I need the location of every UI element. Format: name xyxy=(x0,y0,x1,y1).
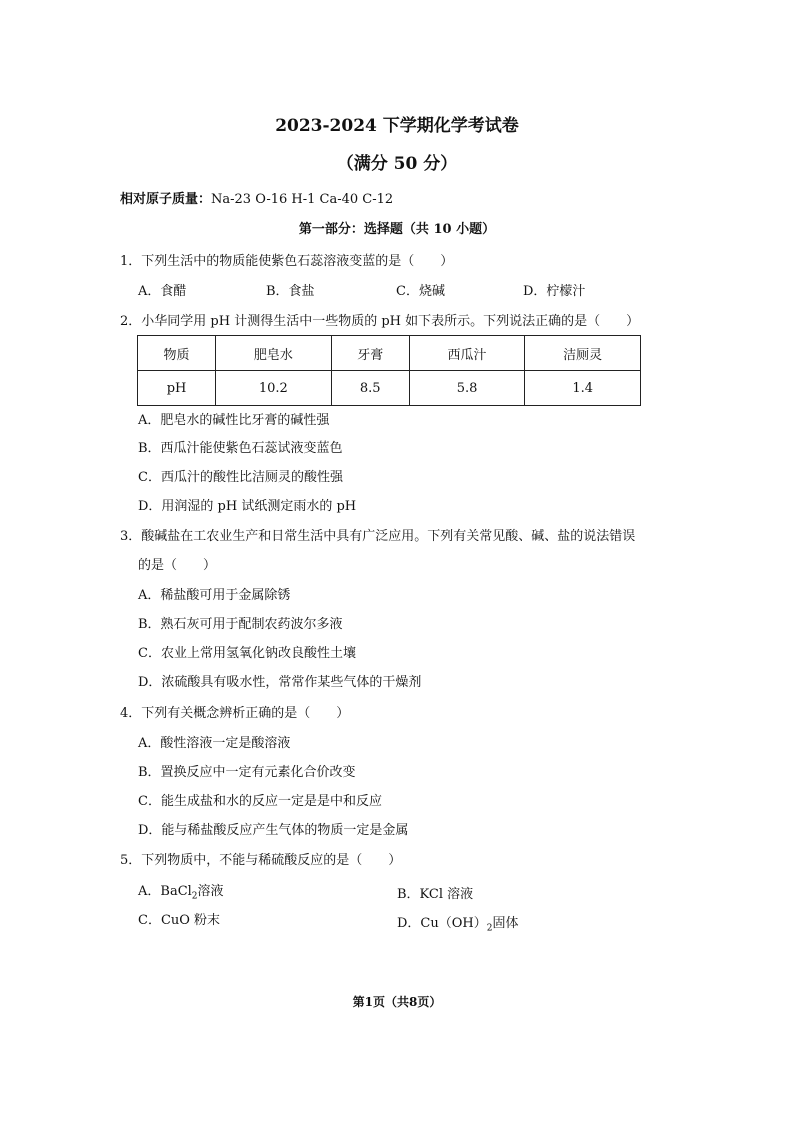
table-header-cell: 肥皂水 xyxy=(216,336,332,371)
question-5-option-a xyxy=(138,884,224,902)
atomic-masses-values: Na-23 O-16 H-1 Ca-40 C-12 xyxy=(211,192,394,207)
question-2-stem: 2．小华同学用 pH 计测得生活中一些物质的 pH 如下表所示。下列说法正确的是（ ） xyxy=(120,314,640,329)
question-3-option-a: A．稀盐酸可用于金属除锈 xyxy=(138,588,291,603)
question-3-stem-line2: 的是（ ） xyxy=(138,558,217,573)
question-3-option-b: B．熟石灰可用于配制农药波尔多液 xyxy=(138,617,343,632)
question-5-option-a-text: A．BaCl xyxy=(138,884,192,899)
table-cell: 1.4 xyxy=(525,371,641,406)
atomic-masses xyxy=(120,192,393,208)
table-cell: pH xyxy=(138,371,216,406)
question-3-option-c: C．农业上常用氢氧化钠改良酸性土壤 xyxy=(138,646,356,661)
question-1-option-c: C．烧碱 xyxy=(396,284,445,299)
question-5-option-d-text: D．Cu（OH） xyxy=(397,916,487,931)
table-cell: 10.2 xyxy=(216,371,332,406)
question-1-stem: 1．下列生活中的物质能使紫色石蕊溶液变蓝的是（ ） xyxy=(120,254,454,269)
question-5-option-b: B．KCl 溶液 xyxy=(397,887,474,902)
subscript: 2 xyxy=(486,923,493,934)
question-5-option-c: C．CuO 粉末 xyxy=(138,913,221,928)
table-header-cell: 西瓜汁 xyxy=(409,336,525,371)
question-4-option-a: A．酸性溶液一定是酸溶液 xyxy=(138,736,291,751)
table-row xyxy=(138,336,641,371)
subscript: 2 xyxy=(191,891,198,902)
exam-subtitle: （满分 50 分） xyxy=(336,154,458,174)
table-row xyxy=(138,371,641,406)
question-1-option-d: D．柠檬汁 xyxy=(523,284,586,299)
question-2-option-c: C．西瓜汁的酸性比洁厕灵的酸性强 xyxy=(138,470,343,485)
exam-title: 2023-2024 下学期化学考试卷 xyxy=(275,116,519,136)
question-1-option-a: A．食醋 xyxy=(138,284,187,299)
question-3-option-d: D．浓硫酸具有吸水性，常常作某些气体的干燥剂 xyxy=(138,675,422,690)
table-header-cell: 物质 xyxy=(138,336,216,371)
question-4-option-d: D．能与稀盐酸反应产生气体的物质一定是金属 xyxy=(138,823,409,838)
question-1-option-b: B．食盐 xyxy=(266,284,315,299)
question-2-option-b: B．西瓜汁能使紫色石蕊试液变蓝色 xyxy=(138,441,343,456)
question-4-option-c: C．能生成盐和水的反应一定是是中和反应 xyxy=(138,794,382,809)
table-header-cell: 洁厕灵 xyxy=(525,336,641,371)
page-number: 第1页（共8页） xyxy=(352,995,442,1009)
question-5-stem: 5．下列物质中，不能与稀硫酸反应的是（ ） xyxy=(120,853,402,868)
question-2-option-d: D．用润湿的 pH 试纸测定雨水的 pH xyxy=(138,499,357,514)
question-5-option-d-suffix: 固体 xyxy=(492,916,519,931)
question-2-option-a: A．肥皂水的碱性比牙膏的碱性强 xyxy=(138,413,330,428)
question-5-option-d xyxy=(397,916,519,934)
question-3-stem-line1: 3．酸碱盐在工农业生产和日常生活中具有广泛应用。下列有关常见酸、碱、盐的说法错误 xyxy=(120,529,636,544)
section-heading: 第一部分：选择题（共 10 小题） xyxy=(298,222,496,237)
question-4-stem: 4．下列有关概念辨析正确的是（ ） xyxy=(120,706,350,721)
table-header-cell: 牙膏 xyxy=(331,336,409,371)
atomic-masses-label: 相对原子质量： xyxy=(120,192,212,207)
question-4-option-b: B．置换反应中一定有元素化合价改变 xyxy=(138,765,356,780)
table-cell: 8.5 xyxy=(331,371,409,406)
ph-table xyxy=(137,335,641,406)
question-5-option-a-suffix: 溶液 xyxy=(197,884,224,899)
table-cell: 5.8 xyxy=(409,371,525,406)
